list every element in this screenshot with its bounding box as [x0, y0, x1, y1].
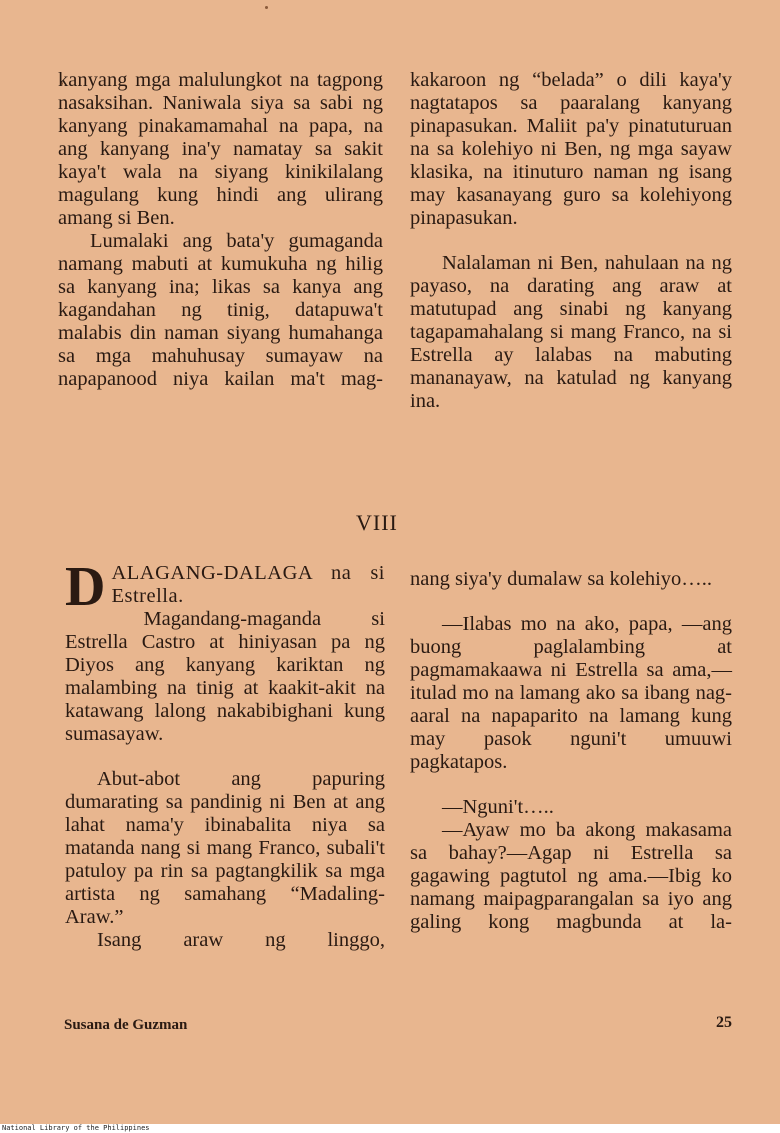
- paragraph: Lumalaki ang bata'y gumaganda namang mabuti at kumukuha ng hilig sa kanyang ina; likas sa kanya ang kagandahan ng tinig, datapuwa't malabis din naman siyang humahanga sa mga mahuhusay sumayaw na napapanood niya kailan ma't mag-: [58, 230, 383, 390]
- paragraph: —Ayaw mo ba akong makasama sa bahay?—Agap ni Estrella sa gagawing pagtutol ng ama.—Ibig ko namang maipagparangalan sa iyo ang galing kong magbunda at la-: [410, 819, 732, 933]
- opening-text: ALAGANG-DALAGA na si Estrella.: [111, 562, 385, 607]
- paragraph: nang siya'y dumalaw sa kolehiyo…..: [410, 568, 713, 590]
- paragraph: Isang araw ng linggo,: [97, 929, 385, 951]
- paragraph: Abut-abot ang papuring dumarating sa pandinig ni Ben at ang lahat nama'y ibinabalita niya sa matanda nang si mang Franco, subali't patuloy pa rin sa pagtangkilik sa mga artista ng samahang “Madaling-Araw.”: [65, 768, 385, 928]
- page-number: 25: [716, 1014, 732, 1031]
- chapter-heading: VIII: [356, 510, 398, 535]
- paragraph: —Nguni't…..: [442, 796, 554, 818]
- top-right-column: [410, 69, 732, 413]
- paragraph: —Ilabas mo na ako, papa, —ang buong paglalambing at pagmamakaawa ni Estrella sa ama,—itulad mo na lamang ako sa ibang nag-aaral na napaparito na lamang kung may pasok nguni't umuuwi pagkatapos.: [410, 613, 732, 773]
- paragraph: Magandang-maganda si Estrella Castro at hiniyasan pa ng Diyos ang kanyang kariktan ng malambing na tinig at kaakit-akit na katawang lalong nakabibighani kung sumasayaw.: [65, 608, 385, 745]
- drop-cap: D: [65, 556, 106, 618]
- paragraph: kakaroon ng “belada” o dili kaya'y nagtatapos sa paaralang kanyang pinapasukan. Maliit pa'y pinatuturuan na sa kolehiyo ni Ben, ng mga sayaw klasika, na itinuturo naman ng isang may kasanayang guro sa kolehiyong pinapasukan.: [410, 69, 732, 229]
- paragraph: kanyang mga malulungkot na tagpong nasaksihan. Naniwala siya sa sabi ng kanyang pinakamamahal na papa, na ang kanyang ina'y namatay sa sakit kaya't wala na siyang kinikilalang magulang kung hindi ang ulirang amang si Ben.: [58, 69, 383, 229]
- ink-speck: [265, 6, 268, 9]
- bottom-left-column: [65, 556, 385, 952]
- paragraph: Nalalaman ni Ben, nahulaan na ng payaso, na darating ang araw at matutupad ang sinabi ng kanyang tagapamahalang si mang Franco, na si Estrella ay lalabas na mabuting mananayaw, na katulad ng kanyang ina.: [410, 252, 732, 412]
- bottom-right-column: [410, 568, 732, 934]
- author-name: Susana de Guzman: [64, 1017, 188, 1033]
- footer-credit: National Library of the Philippines: [2, 1124, 150, 1132]
- opening-paragraph: [65, 556, 385, 618]
- top-left-column: [58, 69, 383, 391]
